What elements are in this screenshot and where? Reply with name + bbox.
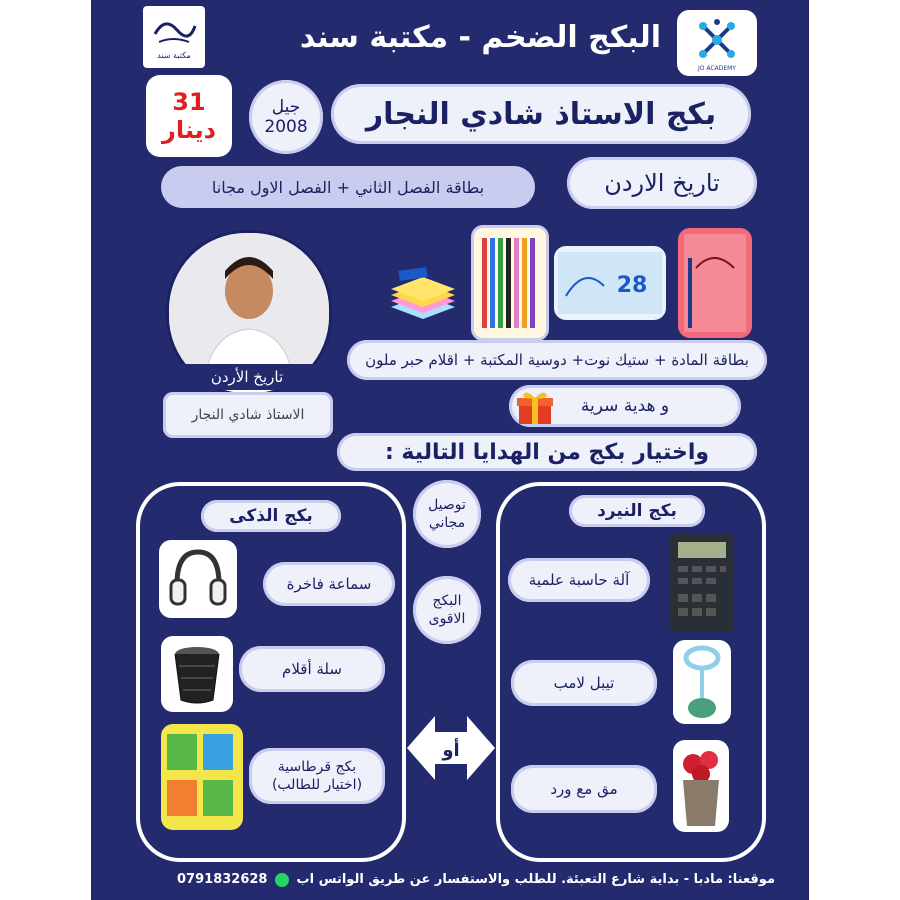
subject-card-image xyxy=(554,246,666,320)
smart-item-label-3 xyxy=(249,748,385,804)
nerd-item-image-2 xyxy=(673,640,731,724)
price-currency: دينار xyxy=(162,116,216,144)
jo-academy-text: JO ACADEMY xyxy=(698,65,736,72)
card-offer-pill: بطاقة الفصل الثاني + الفصل الاول مجانا xyxy=(161,166,535,208)
mug-flowers-icon xyxy=(673,740,729,832)
free-delivery-badge: توصيل مجاني xyxy=(413,480,481,548)
sticky-notes-image xyxy=(383,255,463,325)
teacher-banner xyxy=(179,364,315,390)
colored-pens-image xyxy=(471,225,549,341)
calculator-icon xyxy=(668,532,736,634)
nerd-item-image-3 xyxy=(673,740,729,832)
jo-academy-mark-icon xyxy=(677,10,757,76)
sanad-logo-text: مكتبة سند xyxy=(157,51,191,60)
pen-basket-icon xyxy=(161,636,233,712)
generation-year: 2008 xyxy=(264,117,308,137)
sanad-logo xyxy=(143,6,205,68)
dossier-image xyxy=(678,228,752,338)
price-value: 31 xyxy=(172,88,206,116)
price-badge xyxy=(146,75,232,157)
subject-pill: تاريخ الاردن xyxy=(567,157,757,209)
card-number: 28 xyxy=(616,273,648,298)
choose-line-pill: واختيار بكج من الهدايا التالية : xyxy=(337,433,757,471)
nerd-item-image-1 xyxy=(668,532,736,634)
headphones-icon xyxy=(159,540,237,618)
teacher-banner-text: تاريخ الأردن xyxy=(210,368,284,386)
smart-package-title: بكج الذكى xyxy=(201,500,341,532)
poster xyxy=(91,0,809,900)
footer xyxy=(135,872,775,887)
teacher-package-pill: بكج الاستاذ شادي النجار xyxy=(331,84,751,144)
double-arrow-icon xyxy=(405,712,497,784)
nerd-item-label-1: آلة حاسبة علمية xyxy=(508,558,650,602)
table-lamp-icon xyxy=(673,640,731,724)
smart-item-label-3-sub: (اختيار للطالب) xyxy=(271,777,363,793)
smart-item-image-1 xyxy=(159,540,237,618)
footer-address: موقعنا: مادبا - بداية شارع التعبئة. للطلب والاستفسار عن طريق الواتس اب xyxy=(296,872,775,887)
footer-phone[interactable]: 0791832628 xyxy=(177,872,268,887)
stationery-icon xyxy=(161,724,243,830)
nerd-package-title: بكج النيرد xyxy=(569,495,705,527)
or-text: أو xyxy=(442,740,460,761)
smart-item-label-3-main: بكج قرطاسية xyxy=(277,759,357,775)
or-arrow xyxy=(405,712,497,784)
generation-label: جيل xyxy=(271,97,301,117)
smart-item-image-2 xyxy=(161,636,233,712)
smart-item-image-3 xyxy=(161,724,243,830)
smart-item-label-2: سلة أقلام xyxy=(239,646,385,692)
smart-item-label-1: سماعة فاخرة xyxy=(263,562,395,606)
nerd-item-label-3: مق مع ورد xyxy=(511,765,657,813)
generation-badge xyxy=(249,80,323,154)
strongest-package-badge: البكج الاقوى xyxy=(413,576,481,644)
page-title: البكج الضخم - مكتبة سند xyxy=(299,20,661,55)
teacher-name-pill: الاستاذ شادي النجار xyxy=(163,392,333,438)
items-line-pill: بطاقة المادة + ستيك نوت+ دوسية المكتبة + اقلام حبر ملون xyxy=(347,340,767,380)
jo-academy-logo xyxy=(677,10,757,76)
gift-line-text: و هدية سرية xyxy=(580,396,670,416)
whatsapp-icon xyxy=(275,873,289,887)
nerd-item-label-2: تيبل لامب xyxy=(511,660,657,706)
gift-box-icon xyxy=(515,388,555,426)
